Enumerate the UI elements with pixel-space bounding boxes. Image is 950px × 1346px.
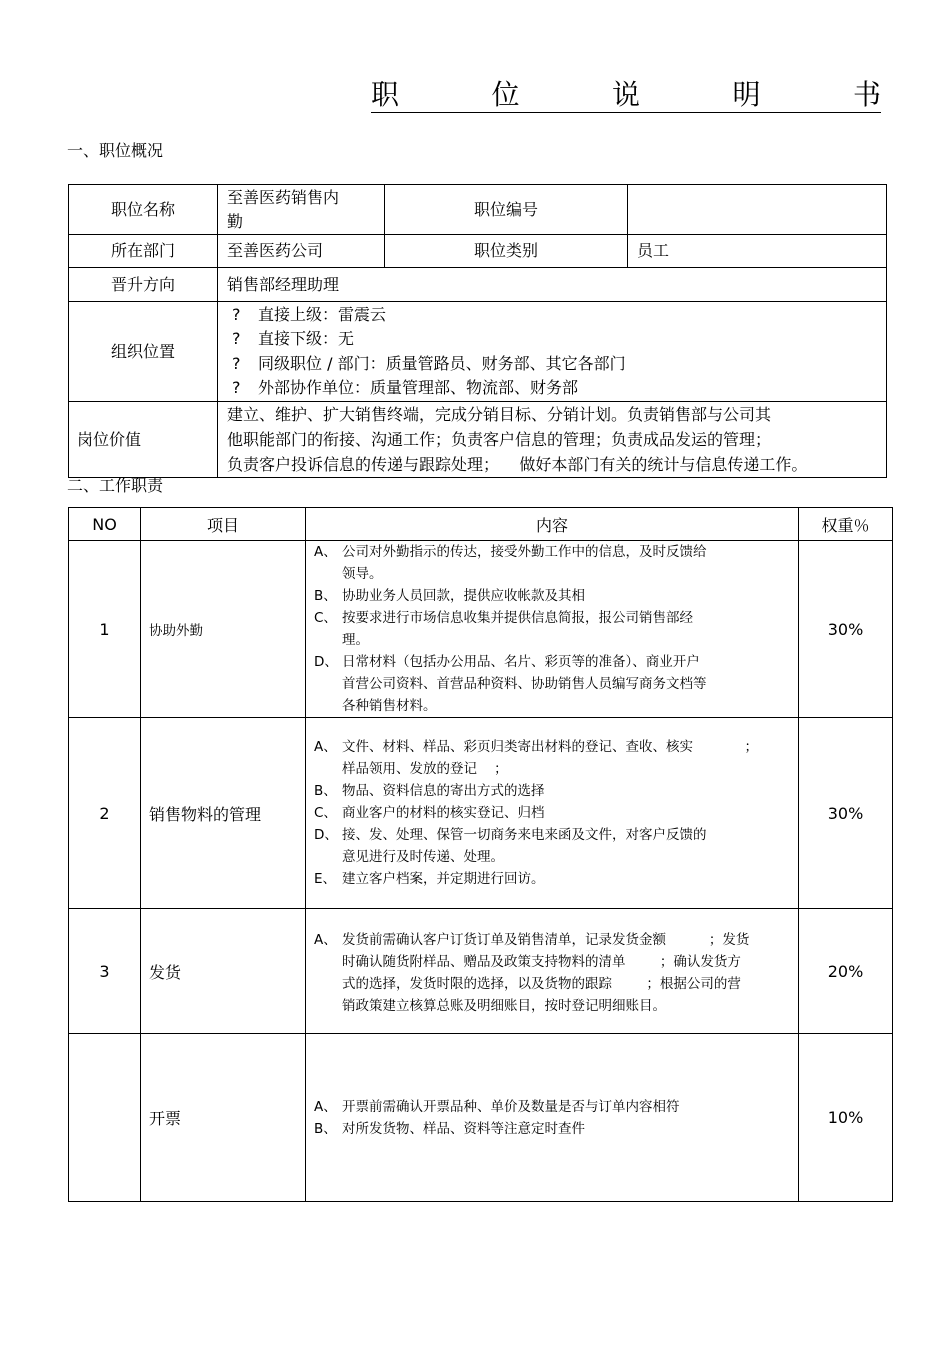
section-heading-overview: 一、职位概况 bbox=[67, 141, 164, 160]
table-row bbox=[69, 1034, 893, 1202]
list-marker bbox=[314, 629, 342, 651]
org-position-label: 组织位置 bbox=[69, 302, 218, 402]
row-item: 发货 bbox=[141, 909, 306, 1034]
list-marker: B、 bbox=[314, 588, 337, 604]
org-item-text: 直接上级：雷震云 bbox=[258, 304, 387, 324]
row-content bbox=[306, 909, 799, 1034]
value-line: 建立、维护、扩大销售终端，完成分销目标、分销计划。负责销售部与公司其 bbox=[227, 405, 772, 424]
list-marker bbox=[314, 846, 342, 868]
position-code-value bbox=[628, 185, 887, 235]
list-item bbox=[314, 846, 798, 868]
list-marker: B、 bbox=[314, 1120, 337, 1137]
org-item-text: 直接下级：无 bbox=[258, 329, 355, 348]
org-position-list bbox=[218, 302, 887, 402]
list-item bbox=[314, 780, 798, 802]
table-row bbox=[69, 718, 893, 909]
position-code-label: 职位编号 bbox=[385, 185, 628, 235]
list-text: 开票前需确认开票品种、单价及数量是否与订单内容相符 bbox=[342, 1098, 680, 1115]
document-title bbox=[371, 78, 881, 113]
list-text: 销政策建立核算总账及明细账目，按时登记明细账目。 bbox=[342, 998, 666, 1014]
list-marker bbox=[314, 695, 342, 717]
section-heading-duties: 二、工作职责 bbox=[67, 476, 164, 495]
value-line: 他职能部门的衔接、沟通工作；负责客户信息的管理；负责成品发运的管理； bbox=[227, 430, 772, 449]
list-text: 公司对外勤指示的传达，接受外勤工作中的信息，及时反馈给 bbox=[342, 544, 707, 560]
list-marker: E、 bbox=[314, 871, 337, 887]
list-item bbox=[314, 951, 798, 973]
list-marker bbox=[314, 973, 342, 995]
bullet-mark: ? bbox=[232, 304, 241, 324]
row-content bbox=[306, 541, 799, 718]
list-text: 各种销售材料。 bbox=[342, 698, 437, 714]
header-item: 项目 bbox=[141, 508, 306, 541]
row-item: 协助外勤 bbox=[141, 541, 306, 718]
category-value: 员工 bbox=[628, 235, 887, 268]
table-row bbox=[69, 909, 893, 1034]
title-char: 职 bbox=[371, 78, 400, 111]
list-item bbox=[314, 929, 798, 951]
list-marker: D、 bbox=[314, 654, 338, 670]
list-marker: A、 bbox=[314, 932, 337, 948]
row-item: 销售物料的管理 bbox=[141, 718, 306, 909]
row-no: 2 bbox=[69, 718, 141, 909]
list-item bbox=[314, 736, 798, 758]
row-weight: 20% bbox=[799, 909, 893, 1034]
list-item bbox=[314, 1118, 798, 1140]
list-text: 领导。 bbox=[342, 566, 383, 582]
list-text: 理。 bbox=[342, 632, 369, 648]
list-item bbox=[314, 868, 798, 890]
position-overview-table bbox=[68, 184, 887, 478]
list-item bbox=[314, 695, 798, 717]
list-marker: C、 bbox=[314, 805, 337, 821]
list-item bbox=[314, 541, 798, 563]
position-value-label: 岗位价值 bbox=[69, 402, 218, 478]
org-item bbox=[232, 376, 886, 401]
promotion-value: 销售部经理助理 bbox=[218, 268, 887, 302]
list-item bbox=[314, 651, 798, 673]
row-content bbox=[306, 718, 799, 909]
list-text: 对所发货物、样品、资料等注意定时查件 bbox=[342, 1120, 585, 1137]
row-content bbox=[306, 1034, 799, 1202]
position-name-line: 勤 bbox=[227, 211, 244, 231]
department-label: 所在部门 bbox=[69, 235, 218, 268]
list-marker: B、 bbox=[314, 783, 337, 799]
list-marker bbox=[314, 995, 342, 1017]
list-text: 按要求进行市场信息收集并提供信息简报，报公司销售部经 bbox=[342, 610, 693, 626]
list-text: 式的选择，发货时限的选择，以及货物的跟踪 ；根据公司的营 bbox=[342, 976, 741, 992]
list-text: 时确认随货附样品、赠品及政策支持物料的清单 ；确认发货方 bbox=[342, 954, 741, 970]
list-marker: C、 bbox=[314, 610, 337, 626]
bullet-mark: ? bbox=[232, 378, 241, 397]
list-text: 发货前需确认客户订货订单及销售清单，记录发货金额 ；发货 bbox=[342, 932, 750, 948]
bullet-mark: ? bbox=[232, 353, 241, 373]
list-text: 建立客户档案，并定期进行回访。 bbox=[342, 871, 545, 887]
list-marker: A、 bbox=[314, 1098, 337, 1115]
list-text: 物品、资料信息的寄出方式的选择 bbox=[342, 783, 545, 799]
position-name-label: 职位名称 bbox=[69, 185, 218, 235]
row-no: 1 bbox=[69, 541, 141, 718]
list-text: 接、发、处理、保管一切商务来电来函及文件，对客户反馈的 bbox=[342, 827, 707, 843]
row-no bbox=[69, 1034, 141, 1202]
list-item bbox=[314, 585, 798, 607]
list-marker bbox=[314, 758, 342, 780]
row-item: 开票 bbox=[141, 1034, 306, 1202]
list-text: 商业客户的材料的核实登记、归档 bbox=[342, 805, 545, 821]
org-item-text: 同级职位 / 部门：质量管路员、财务部、其它各部门 bbox=[258, 353, 626, 373]
list-item bbox=[314, 995, 798, 1017]
org-item bbox=[232, 352, 886, 377]
list-item bbox=[314, 824, 798, 846]
value-line: 负责客户投诉信息的传递与跟踪处理； 做好本部门有关的统计与信息传递工作。 bbox=[227, 455, 808, 474]
row-no: 3 bbox=[69, 909, 141, 1034]
list-item bbox=[314, 629, 798, 651]
list-text: 样品领用、发放的登记 ； bbox=[342, 761, 508, 777]
category-label: 职位类别 bbox=[385, 235, 628, 268]
list-text: 首营公司资料、首营品种资料、协助销售人员编写商务文档等 bbox=[342, 676, 707, 692]
header-no: NO bbox=[69, 508, 141, 541]
org-item bbox=[232, 303, 886, 328]
duties-table bbox=[68, 507, 893, 1202]
list-marker: A、 bbox=[314, 739, 337, 755]
title-char: 位 bbox=[491, 78, 520, 111]
position-name-value bbox=[218, 185, 385, 235]
row-weight: 30% bbox=[799, 718, 893, 909]
position-name-line: 至善医药销售内 bbox=[227, 187, 340, 207]
header-weight: 权重％ bbox=[799, 508, 893, 541]
list-item bbox=[314, 973, 798, 995]
position-value-text bbox=[218, 402, 887, 478]
list-item bbox=[314, 758, 798, 780]
list-item bbox=[314, 673, 798, 695]
list-text: 日常材料（包括办公用品、名片、彩页等的准备）、商业开户 bbox=[342, 654, 700, 670]
header-content: 内容 bbox=[306, 508, 799, 541]
bullet-mark: ? bbox=[232, 329, 241, 348]
title-char: 明 bbox=[732, 78, 761, 111]
list-marker: A、 bbox=[314, 544, 337, 560]
title-char: 书 bbox=[852, 78, 881, 111]
list-text: 意见进行及时传递、处理。 bbox=[342, 849, 504, 865]
row-weight: 10% bbox=[799, 1034, 893, 1202]
list-item bbox=[314, 1096, 798, 1118]
org-item-text: 外部协作单位：质量管理部、物流部、财务部 bbox=[258, 378, 579, 397]
list-item bbox=[314, 563, 798, 585]
promotion-label: 晋升方向 bbox=[69, 268, 218, 302]
list-marker: D、 bbox=[314, 827, 338, 843]
org-item bbox=[232, 327, 886, 352]
title-char: 说 bbox=[611, 78, 640, 111]
list-marker bbox=[314, 563, 342, 585]
list-marker bbox=[314, 951, 342, 973]
list-marker bbox=[314, 673, 342, 695]
row-weight: 30% bbox=[799, 541, 893, 718]
department-value: 至善医药公司 bbox=[218, 235, 385, 268]
list-text: 协助业务人员回款，提供应收帐款及其相 bbox=[342, 588, 585, 604]
list-item bbox=[314, 607, 798, 629]
list-item bbox=[314, 802, 798, 824]
table-row bbox=[69, 541, 893, 718]
list-text: 文件、材料、样品、彩页归类寄出材料的登记、查收、核实 ； bbox=[342, 739, 758, 755]
